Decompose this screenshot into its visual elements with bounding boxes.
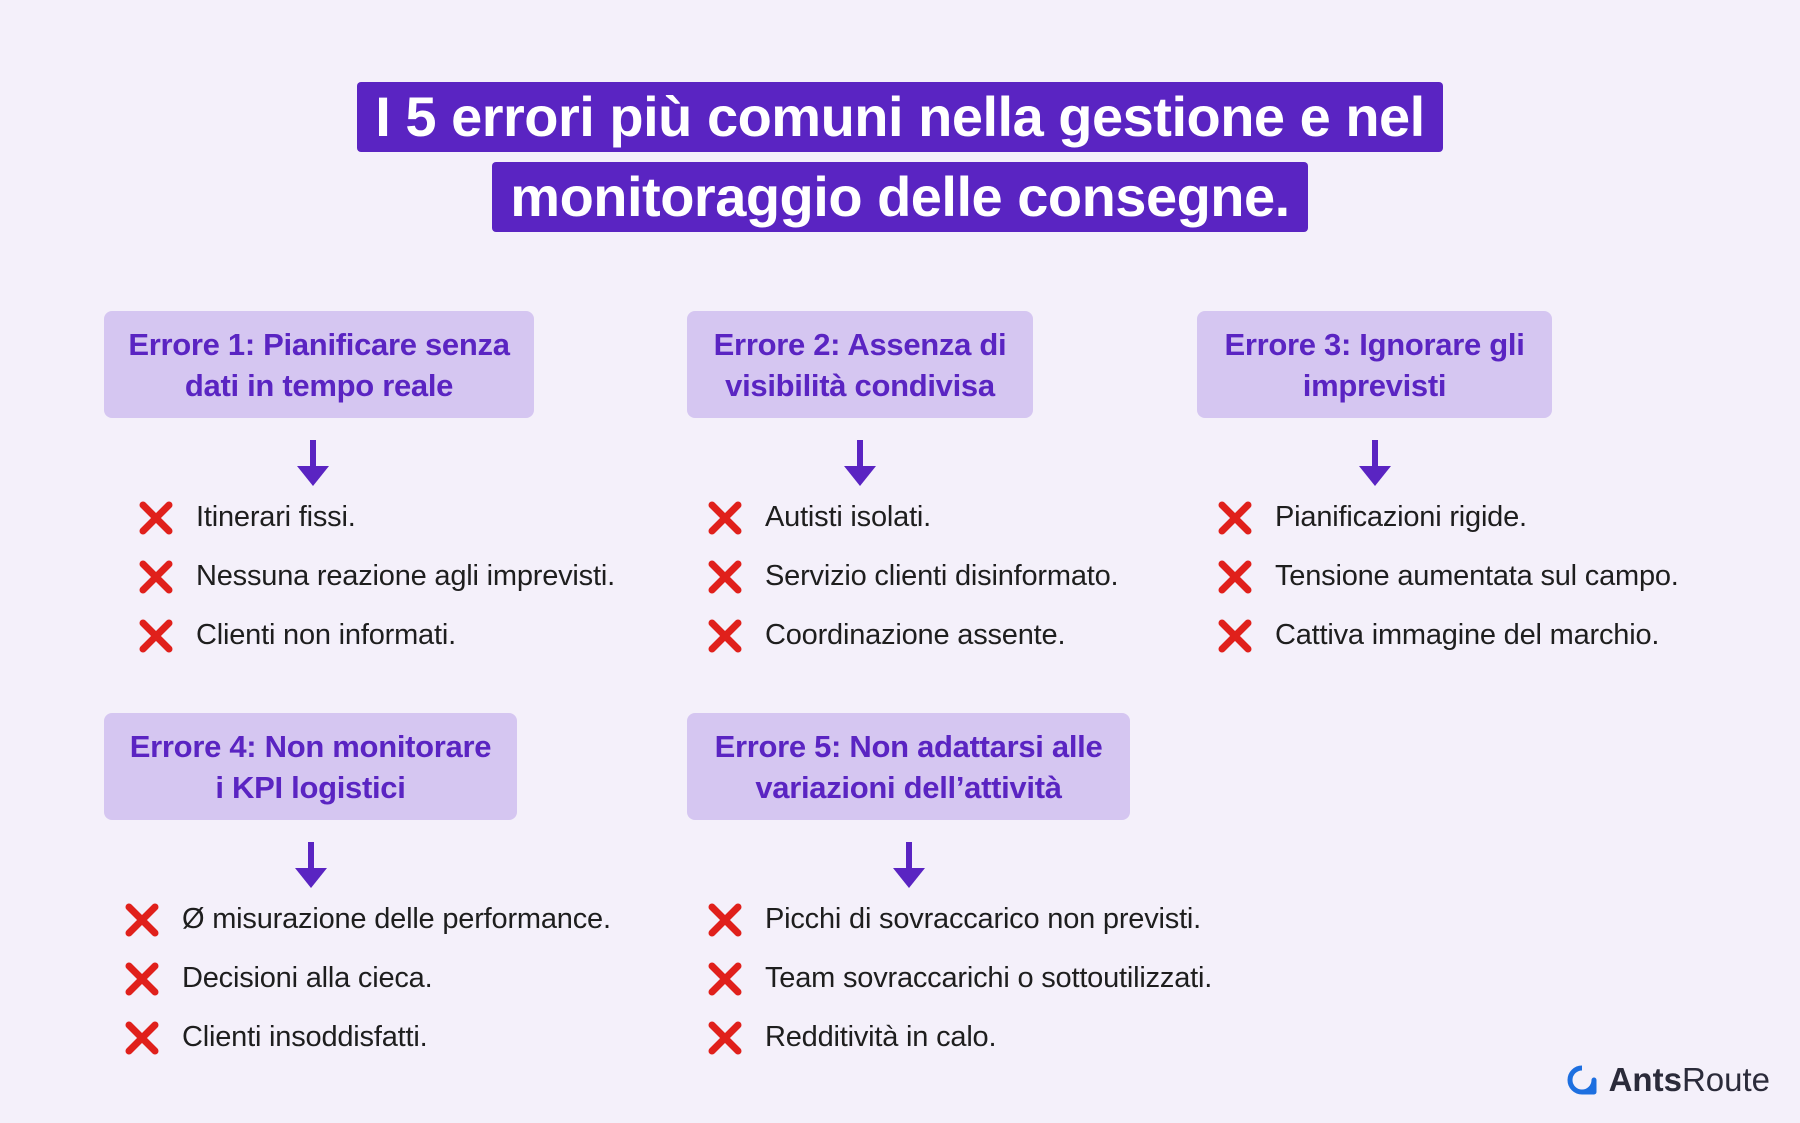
error-2-consequences — [707, 488, 1118, 665]
cross-icon — [124, 902, 160, 938]
list-item — [707, 547, 1118, 606]
cross-icon — [138, 618, 174, 654]
error-5-heading-line-1: Errore 5: Non adattarsi alle — [714, 728, 1103, 764]
cross-icon — [707, 500, 743, 536]
arrow-down-icon — [293, 842, 329, 890]
error-3-heading — [1197, 311, 1552, 418]
error-3-heading-line-2: imprevisti — [1302, 367, 1447, 403]
list-item-text: Coordinazione assente. — [765, 619, 1066, 651]
list-item — [138, 547, 615, 606]
list-item-text: Pianificazioni rigide. — [1275, 501, 1527, 533]
list-item-text: Itinerari fissi. — [196, 501, 356, 533]
cross-icon — [707, 618, 743, 654]
cross-icon — [138, 559, 174, 595]
list-item-text: Cattiva immagine del marchio. — [1275, 619, 1660, 651]
list-item-text: Clienti insoddisfatti. — [182, 1021, 428, 1053]
list-item-text: Autisti isolati. — [765, 501, 932, 533]
error-2-heading-line-2: visibilità condivisa — [725, 367, 995, 403]
title-line-1: I 5 errori più comuni nella gestione e nel — [357, 82, 1442, 152]
cross-icon — [707, 961, 743, 997]
list-item — [707, 488, 1118, 547]
list-item-text: Team sovraccarichi o sottoutilizzati. — [765, 962, 1213, 994]
cross-icon — [124, 1020, 160, 1056]
list-item — [1217, 488, 1679, 547]
cross-icon — [1217, 559, 1253, 595]
antsroute-logo-icon — [1567, 1065, 1597, 1095]
list-item — [707, 606, 1118, 665]
logo-wordmark — [1609, 1061, 1770, 1099]
list-item-text: Picchi di sovraccarico non previsti. — [765, 903, 1202, 935]
error-1-consequences — [138, 488, 615, 665]
error-5-heading-line-2: variazioni dell’attività — [755, 769, 1062, 805]
list-item-text: Nessuna reazione agli imprevisti. — [196, 560, 615, 592]
list-item — [707, 890, 1212, 949]
list-item — [124, 890, 611, 949]
list-item — [124, 949, 611, 1008]
error-4-consequences — [124, 890, 611, 1067]
cross-icon — [1217, 500, 1253, 536]
title-line-2: monitoraggio delle consegne. — [492, 162, 1307, 232]
error-4-heading-line-2: i KPI logistici — [215, 769, 406, 805]
cross-icon — [707, 902, 743, 938]
error-4-heading-line-1: Errore 4: Non monitorare — [129, 728, 492, 764]
error-1-heading — [104, 311, 534, 418]
error-2-heading — [687, 311, 1033, 418]
arrow-down-icon — [891, 842, 927, 890]
list-item-text: Servizio clienti disinformato. — [765, 560, 1119, 592]
antsroute-logo — [1567, 1061, 1770, 1099]
list-item-text: Tensione aumentata sul campo. — [1275, 560, 1679, 592]
list-item-text: Ø misurazione delle performance. — [182, 903, 611, 935]
arrow-down-icon — [842, 440, 878, 488]
list-item — [138, 606, 615, 665]
error-1-heading-line-2: dati in tempo reale — [184, 367, 454, 403]
cross-icon — [707, 1020, 743, 1056]
logo-text-route: Route — [1681, 1061, 1770, 1098]
error-2-heading-line-1: Errore 2: Assenza di — [713, 326, 1007, 362]
list-item-text: Decisioni alla cieca. — [182, 962, 433, 994]
list-item — [138, 488, 615, 547]
arrow-down-icon — [1357, 440, 1393, 488]
list-item-text: Clienti non informati. — [196, 619, 456, 651]
error-5-heading — [687, 713, 1130, 820]
cross-icon — [138, 500, 174, 536]
logo-text-ants: Ants — [1608, 1061, 1682, 1098]
arrow-down-icon — [295, 440, 331, 488]
list-item — [1217, 547, 1679, 606]
list-item — [707, 949, 1212, 1008]
error-1-heading-line-1: Errore 1: Pianificare senza — [128, 326, 510, 362]
page-title — [0, 82, 1800, 232]
list-item-text: Redditività in calo. — [765, 1021, 997, 1053]
list-item — [1217, 606, 1679, 665]
error-3-heading-line-1: Errore 3: Ignorare gli — [1224, 326, 1525, 362]
cross-icon — [707, 559, 743, 595]
cross-icon — [1217, 618, 1253, 654]
list-item — [124, 1008, 611, 1067]
error-5-consequences — [707, 890, 1212, 1067]
error-4-heading — [104, 713, 517, 820]
list-item — [707, 1008, 1212, 1067]
error-3-consequences — [1217, 488, 1679, 665]
cross-icon — [124, 961, 160, 997]
